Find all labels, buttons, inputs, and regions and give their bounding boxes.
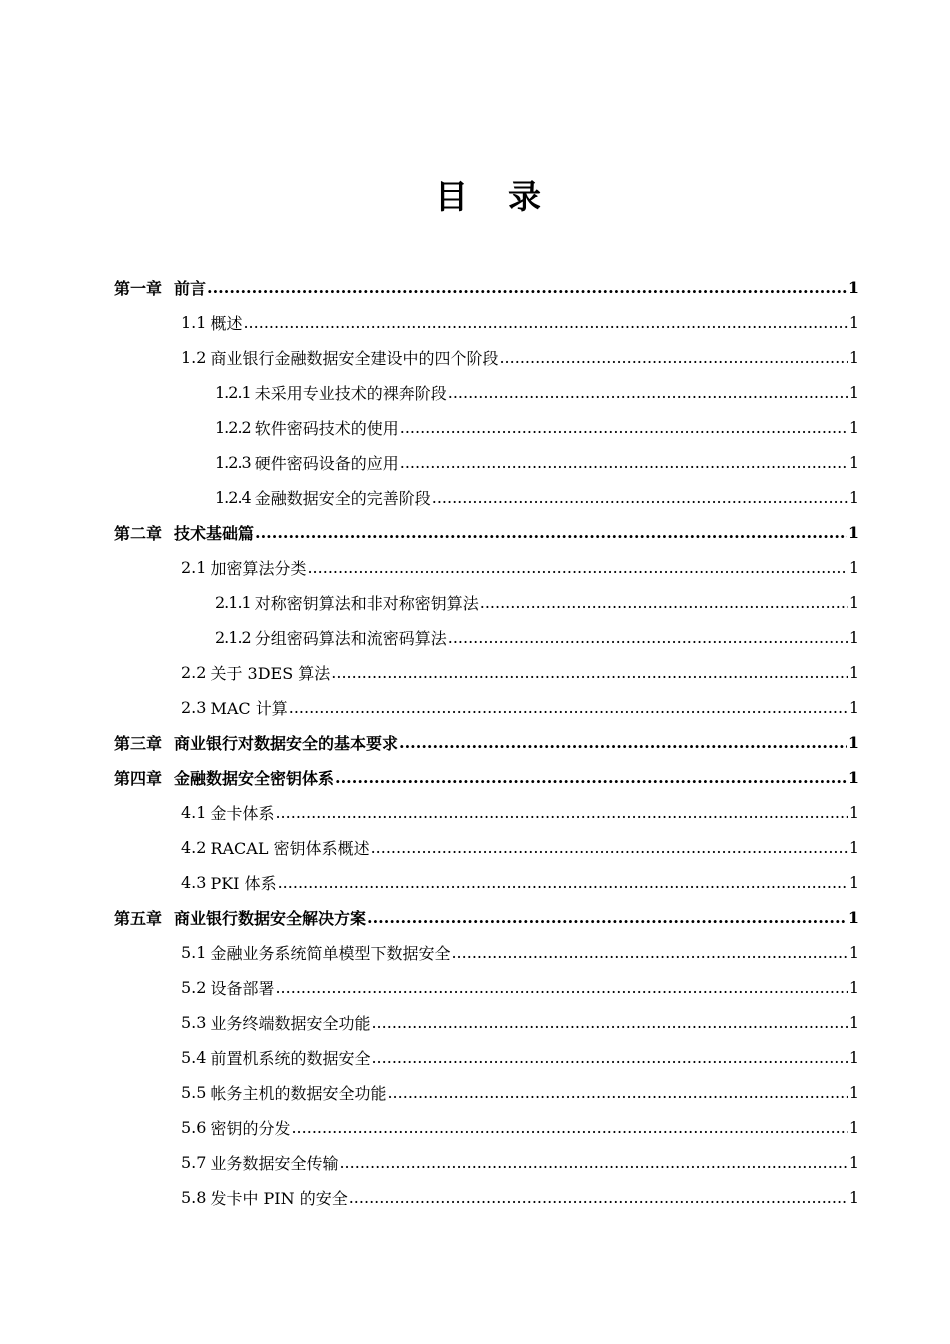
toc-entry-number: 1.2 [181,348,207,367]
toc-entry-number: 2.2 [181,663,207,682]
toc-dot-leader [275,805,847,821]
toc-entry-title: 商业银行金融数据安全建设中的四个阶段 [210,349,499,368]
toc-section-entry[interactable] [0,935,950,970]
toc-page-number: 1 [847,768,859,787]
toc-section-entry[interactable] [0,795,950,830]
toc-dot-leader [371,1015,847,1031]
toc-entry-number: 1.2.3 [215,453,251,472]
toc-entry-title: RACAL 密钥体系概述 [210,839,370,858]
toc-dot-leader [387,1085,847,1101]
toc-entry-title: 技术基础篇 [174,524,255,543]
toc-section-entry[interactable] [0,1075,950,1110]
toc-entry-number: 第五章 [114,909,163,928]
toc-entry-title: PKI 体系 [210,874,277,893]
toc-entry-number: 4.3 [181,873,207,892]
toc-page-number: 1 [848,873,859,892]
toc-dot-leader [371,1050,847,1066]
toc-entry-title: 业务数据安全传输 [210,1154,339,1173]
toc-page-number: 1 [848,803,859,822]
toc-subsection-entry[interactable] [0,585,950,620]
toc-subsection-entry[interactable] [0,445,950,480]
toc-entry-title: 金融数据安全密钥体系 [174,769,335,788]
toc-entry-title: 软件密码技术的使用 [254,419,399,438]
toc-chapter-entry[interactable] [0,270,950,305]
toc-entry-title: 前言 [174,279,207,298]
toc-entry-title: 分组密码算法和流密码算法 [254,629,447,648]
toc-entry-number: 2.1.1 [215,593,251,612]
toc-dot-leader [448,385,848,401]
toc-dot-leader [243,315,847,331]
toc-entry-title: 未采用专业技术的裸奔阶段 [254,384,447,403]
toc-page-number: 1 [848,383,859,402]
toc-page-number: 1 [848,1153,859,1172]
toc-dot-leader [499,350,847,366]
toc-page-number: 1 [848,663,859,682]
toc-subsection-entry[interactable] [0,480,950,515]
toc-entry-number: 1.1 [181,313,207,332]
toc-subsection-entry[interactable] [0,620,950,655]
toc-dot-leader [307,560,847,576]
toc-dot-leader [255,525,847,541]
toc-page-number: 1 [848,1013,859,1032]
toc-page-number: 1 [847,733,859,752]
toc-subsection-entry[interactable] [0,410,950,445]
toc-page-number: 1 [848,838,859,857]
toc-page-number: 1 [848,1188,859,1207]
toc-page-number: 1 [847,278,859,297]
toc-dot-leader [400,420,848,436]
toc-dot-leader [432,490,848,506]
toc-chapter-entry[interactable] [0,725,950,760]
toc-section-entry[interactable] [0,340,950,375]
toc-entry-number: 5.8 [181,1188,207,1207]
toc-entry-title: MAC 计算 [210,699,288,718]
toc-page-number: 1 [848,943,859,962]
toc-page-number: 1 [848,418,859,437]
toc-title-char-1: 目 [435,177,468,216]
toc-entry-number: 2.3 [181,698,207,717]
toc-entry-number: 5.4 [181,1048,207,1067]
toc-entry-number: 1.2.2 [215,418,251,437]
toc-dot-leader [451,945,847,961]
toc-section-entry[interactable] [0,970,950,1005]
toc-dot-leader [289,700,848,716]
toc-page-number: 1 [848,348,859,367]
toc-dot-leader [480,595,848,611]
toc-page-number: 1 [848,1118,859,1137]
toc-section-entry[interactable] [0,1040,950,1075]
toc-entry-title: 关于 3DES 算法 [210,664,331,683]
toc-entry-number: 2.1.2 [215,628,251,647]
toc-section-entry[interactable] [0,1110,950,1145]
toc-section-entry[interactable] [0,655,950,690]
toc-dot-leader [400,455,848,471]
toc-page-number: 1 [848,488,859,507]
toc-entry-title: 商业银行数据安全解决方案 [174,909,367,928]
toc-entry-number: 第一章 [114,279,163,298]
toc-page-number: 1 [848,628,859,647]
toc-page-number: 1 [848,313,859,332]
toc-entry-title: 概述 [210,314,243,333]
toc-entry-title: 帐务主机的数据安全功能 [210,1084,387,1103]
toc-page-number: 1 [848,593,859,612]
toc-entry-number: 5.5 [181,1083,207,1102]
toc-dot-leader [335,770,847,786]
toc-entry-number: 5.1 [181,943,207,962]
toc-entry-number: 1.2.4 [215,488,251,507]
toc-dot-leader [207,280,847,296]
toc-entry-title: 金融数据安全的完善阶段 [254,489,431,508]
toc-section-entry[interactable] [0,865,950,900]
toc-entry-number: 5.7 [181,1153,207,1172]
toc-chapter-entry[interactable] [0,900,950,935]
toc-entry-title: 设备部署 [210,979,275,998]
toc-dot-leader [448,630,848,646]
toc-dot-leader [275,980,847,996]
toc-entry-number: 5.2 [181,978,207,997]
toc-section-entry[interactable] [0,690,950,725]
toc-title [0,176,950,218]
toc-entry-number: 4.2 [181,838,207,857]
toc-dot-leader [371,840,848,856]
toc-section-entry[interactable] [0,550,950,585]
toc-entry-title: 商业银行对数据安全的基本要求 [174,734,399,753]
toc-section-entry[interactable] [0,830,950,865]
toc-entry-title: 密钥的分发 [210,1119,291,1138]
toc-entry-title: 金卡体系 [210,804,275,823]
toc-page-number: 1 [848,1083,859,1102]
toc-entry-title: 加密算法分类 [210,559,307,578]
toc-entry-number: 5.6 [181,1118,207,1137]
toc-page-number: 1 [847,523,859,542]
toc-entry-title: 硬件密码设备的应用 [254,454,399,473]
toc-page-number: 1 [848,453,859,472]
toc-dot-leader [291,1120,847,1136]
toc-entry-title: 对称密钥算法和非对称密钥算法 [254,594,479,613]
toc-page-number: 1 [848,1048,859,1067]
toc-entry-number: 第四章 [114,769,163,788]
toc-dot-leader [399,735,847,751]
toc-section-entry[interactable] [0,1005,950,1040]
toc-entry-title: 金融业务系统简单模型下数据安全 [210,944,451,963]
toc-entry-number: 第二章 [114,524,163,543]
toc-dot-leader [331,665,848,681]
toc-section-entry[interactable] [0,1145,950,1180]
toc-entry-number: 第三章 [114,734,163,753]
toc-section-entry[interactable] [0,305,950,340]
toc-dot-leader [367,910,847,926]
toc-entry-number: 5.3 [181,1013,207,1032]
toc-dot-leader [339,1155,847,1171]
toc-dot-leader [349,1190,848,1206]
toc-entry-title: 业务终端数据安全功能 [210,1014,371,1033]
toc-entry-number: 4.1 [181,803,207,822]
toc-page-number: 1 [847,908,859,927]
toc-dot-leader [278,875,848,891]
toc-page-number: 1 [848,698,859,717]
toc-page-number: 1 [848,558,859,577]
toc-section-entry[interactable] [0,1180,950,1215]
toc-page-number: 1 [848,978,859,997]
toc-subsection-entry[interactable] [0,375,950,410]
toc-entry-title: 发卡中 PIN 的安全 [210,1189,348,1208]
toc-entry-number: 1.2.1 [215,383,251,402]
toc-list [0,270,950,1215]
toc-entry-title: 前置机系统的数据安全 [210,1049,371,1068]
toc-chapter-entry[interactable] [0,515,950,550]
toc-chapter-entry[interactable] [0,760,950,795]
toc-entry-number: 2.1 [181,558,207,577]
toc-title-char-2: 录 [508,177,541,216]
